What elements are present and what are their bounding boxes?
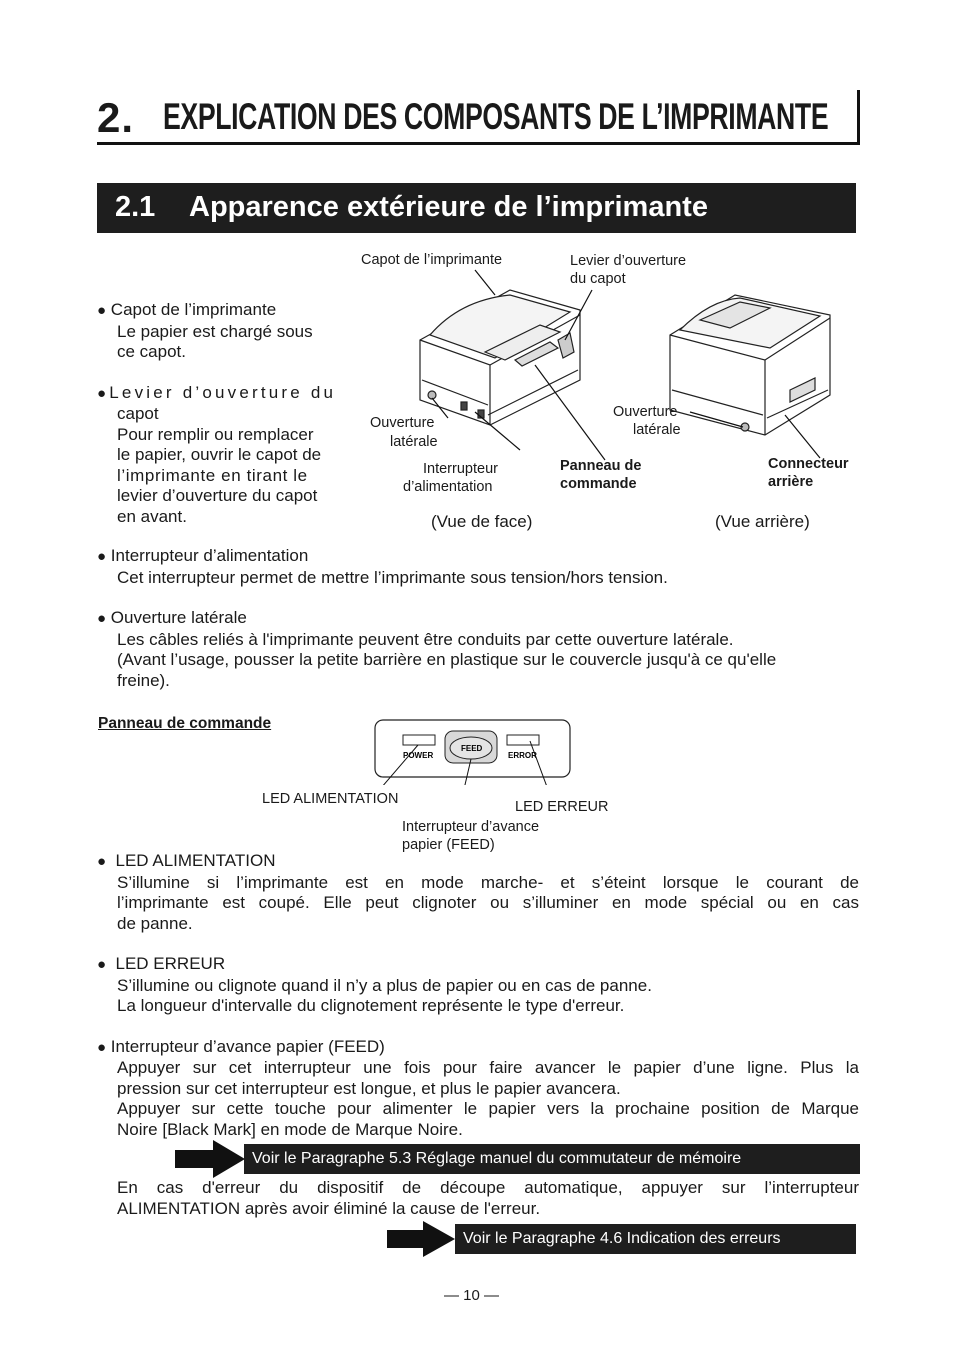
body-block-3 xyxy=(117,1178,859,1219)
panel-error-label: ERROR xyxy=(508,751,537,760)
body-block-2 xyxy=(97,851,859,1140)
label-connecteur-1: Connecteur xyxy=(768,456,849,472)
bullet-icon: ● xyxy=(97,548,107,565)
label-panneau-2: commande xyxy=(560,476,637,492)
list-item: ● Interrupteur d’avance papier (FEED) xyxy=(97,1036,385,1056)
capot-desc-2: ce capot. xyxy=(117,342,186,361)
label-levier-1: Levier d’ouverture xyxy=(570,253,687,269)
page-number: — 10 — xyxy=(444,1287,500,1304)
reference-link-error-indication[interactable]: Voir le Paragraphe 4.6 Indication des erreurs xyxy=(455,1224,856,1254)
led-err-desc-1: S’illumine ou clignote quand il n’y a plus de papier ou en cas de panne. xyxy=(117,975,652,995)
panel-feed-label: FEED xyxy=(461,744,483,753)
bullet-icon: ● xyxy=(97,384,110,402)
front-view-printer xyxy=(420,290,580,425)
label-levier-2: du capot xyxy=(570,271,626,287)
label-ouverture-front-2: latérale xyxy=(390,434,438,450)
reference-link-memory-switch[interactable]: Voir le Paragraphe 5.3 Réglage manuel du commutateur de mémoire xyxy=(244,1144,860,1174)
label-panneau-1: Panneau de xyxy=(560,458,642,474)
feed-desc-4: Noire [Black Mark] en mode de Marque Noire. xyxy=(117,1119,463,1139)
list-item: ● LED ERREUR xyxy=(97,954,226,973)
panel-power-label: POWER xyxy=(403,751,434,760)
caption-vue-arriere: (Vue arrière) xyxy=(715,512,810,531)
bullet-icon: ● xyxy=(97,610,107,627)
interrupteur-desc: Cet interrupteur permet de mettre l’imprimante sous tension/hors tension. xyxy=(117,567,668,587)
levier-desc-5: en avant. xyxy=(117,506,187,526)
feed-desc-6: ALIMENTATION après avoir éliminé la cause de l'erreur. xyxy=(117,1198,541,1218)
levier-desc-3: l’imprimante en tirant le xyxy=(117,465,308,485)
list-item: ● Capot de l’imprimante xyxy=(97,300,277,319)
capot-desc-1: Le papier est chargé sous xyxy=(117,321,313,341)
section-title: Apparence extérieure de l’imprimante xyxy=(189,191,708,223)
led-alim-desc-2: l’imprimante est coupé. Elle peut clignoter ou s’illuminer en mode spécial ou en cas xyxy=(117,893,859,912)
panel-heading: Panneau de commande xyxy=(98,715,272,732)
body-block-1 xyxy=(97,546,859,691)
led-err-desc-2: La longueur d'intervalle du clignotement représente le type d'erreur. xyxy=(117,996,625,1015)
chapter-number: 2. xyxy=(97,94,135,141)
label-capot: Capot de l’imprimante xyxy=(361,252,503,268)
feed-desc-3: Appuyer sur cette touche pour alimenter le papier vers la prochaine position de Marque xyxy=(117,1099,859,1118)
rear-view-printer xyxy=(670,295,830,435)
label-ouverture-front-1: Ouverture xyxy=(370,415,435,431)
label-feed-1: Interrupteur d’avance xyxy=(402,819,540,835)
ouverture-desc-2: (Avant l’usage, pousser la petite barrière en plastique sur le couvercle jusqu'à ce qu'elle xyxy=(117,650,777,669)
control-panel-illustration xyxy=(370,715,575,785)
feed-desc-1: Appuyer sur cet interrupteur une fois pour faire avancer le papier d’une ligne. Plus la xyxy=(117,1058,859,1077)
label-feed-2: papier (FEED) xyxy=(402,837,495,853)
label-ouverture-rear-2: latérale xyxy=(633,422,681,438)
bullet-icon: ● xyxy=(97,853,107,870)
chapter-heading xyxy=(97,90,860,145)
arrow-right-icon xyxy=(175,1140,245,1178)
list-item: ●Levier d’ouverture du xyxy=(97,382,337,402)
label-led-erreur: LED ERREUR xyxy=(515,799,609,815)
section-number: 2.1 xyxy=(115,191,156,223)
levier-desc-0: capot xyxy=(117,404,159,423)
ouverture-desc-1: Les câbles reliés à l'imprimante peuvent être conduits par cette ouverture latérale. xyxy=(117,629,734,649)
left-column xyxy=(97,300,347,527)
feed-desc-2: pression sur cet interrupteur est longue, et plus le papier avancera. xyxy=(117,1078,621,1098)
led-alim-desc-3: de panne. xyxy=(117,913,193,933)
feed-desc-5: En cas d'erreur du dispositif de découpe automatique, appuyer sur l’interrupteur xyxy=(117,1178,859,1197)
section-heading xyxy=(97,183,856,233)
list-item: ● LED ALIMENTATION xyxy=(97,851,276,870)
arrow-right-icon xyxy=(387,1221,455,1257)
label-connecteur-2: arrière xyxy=(768,474,814,490)
list-item: ● Ouverture latérale xyxy=(97,608,247,627)
label-led-alimentation: LED ALIMENTATION xyxy=(262,791,399,807)
levier-desc-1: Pour remplir ou remplacer xyxy=(117,424,314,444)
chapter-title: EXPLICATION DES COMPOSANTS DE L’IMPRIMANTE xyxy=(163,96,829,137)
label-interrupteur-1: Interrupteur xyxy=(423,461,498,477)
caption-vue-face: (Vue de face) xyxy=(431,512,533,531)
label-interrupteur-2: d’alimentation xyxy=(403,479,493,495)
ouverture-desc-3: freine). xyxy=(117,670,170,690)
list-item: ● Interrupteur d’alimentation xyxy=(97,546,309,565)
bullet-icon: ● xyxy=(97,1038,107,1056)
bullet-icon: ● xyxy=(97,956,107,973)
levier-desc-2: le papier, ouvrir le capot de xyxy=(117,445,322,464)
bullet-icon: ● xyxy=(97,302,107,319)
led-alim-desc-1: S’illumine si l’imprimante est en mode marche- et s’éteint lorsque le courant de xyxy=(117,872,859,892)
label-ouverture-rear-1: Ouverture xyxy=(613,404,678,420)
levier-desc-4: levier d’ouverture du capot xyxy=(117,486,318,505)
